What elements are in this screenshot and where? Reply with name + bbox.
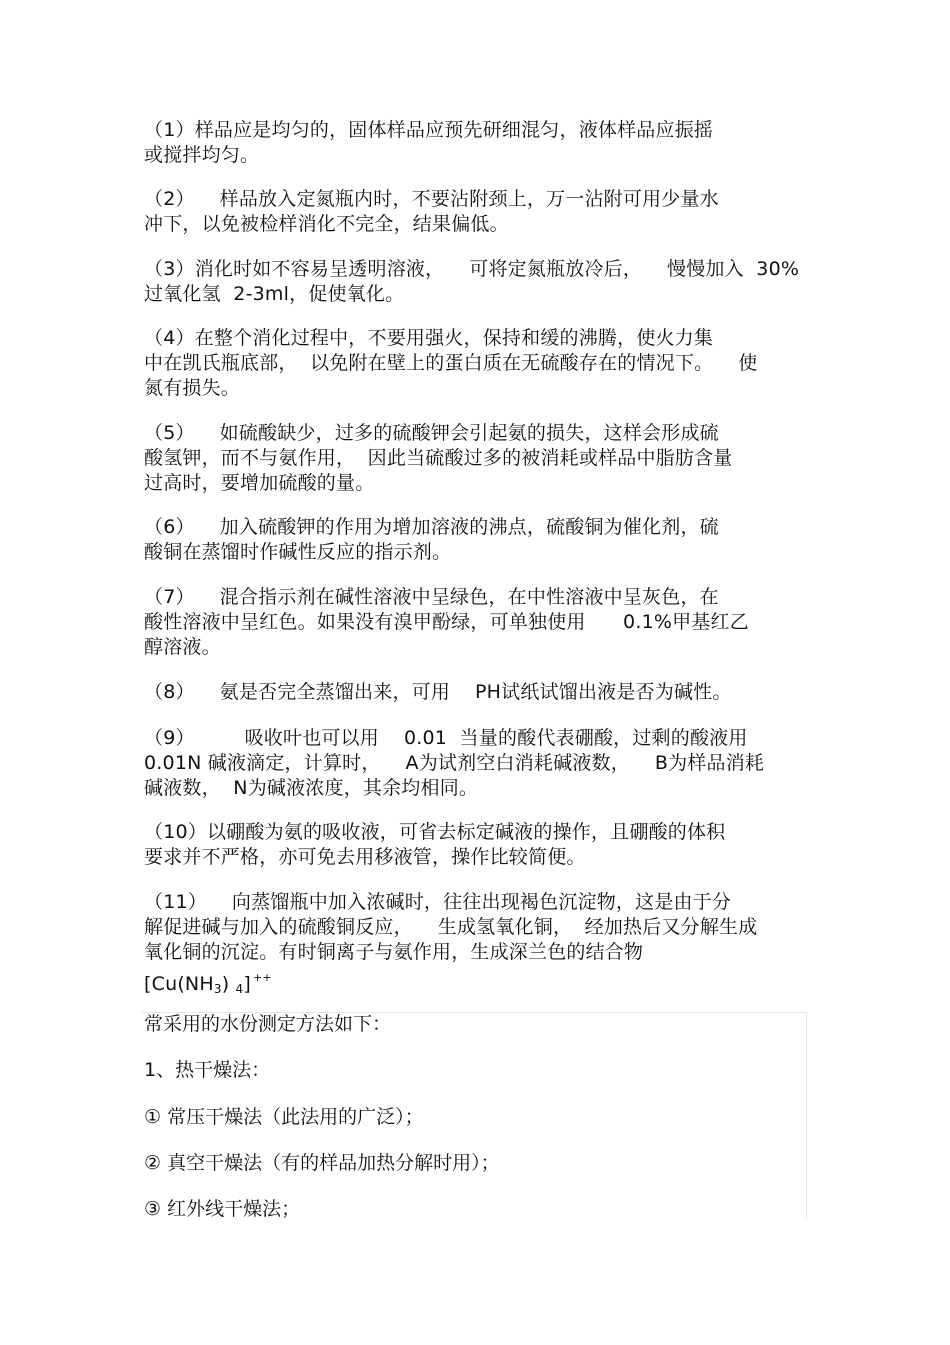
note-7 (144, 585, 824, 660)
formula-prefix: [Cu(NH (144, 973, 214, 995)
note-2-line-2: 冲下，以免被检样消化不完全，结果偏低。 (144, 213, 509, 235)
note-2-line-1: （2） 样品放入定氮瓶内时，不要沾附颈上，万一沾附可用少量水 (144, 188, 719, 210)
note-5-line-3: 过高时，要增加硫酸的量。 (144, 472, 375, 494)
copper-ammonia-formula (144, 965, 824, 1002)
note-3 (144, 257, 824, 307)
note-6 (144, 515, 824, 565)
note-3-line-1: （3）消化时如不容易呈透明溶液， 可将定氮瓶放冷后， 慢慢加入 30% (144, 258, 800, 280)
note-11-line-1: （11） 向蒸馏瓶中加入浓碱时，往往出现褐色沉淀物，这是由于分 (144, 891, 732, 913)
note-4-line-1: （4）在整个消化过程中，不要用强火，保持和缓的沸腾，使火力集 (144, 327, 714, 349)
note-11-line-2: 解促进碱与加入的硫酸铜反应， 生成氢氧化铜， 经加热后又分解生成 (144, 916, 758, 938)
note-1 (144, 118, 824, 168)
note-9 (144, 726, 824, 801)
moisture-item-2: ② 真空干燥法（有的样品加热分解时用）； (144, 1152, 500, 1174)
formula-charge: ++ (253, 971, 272, 984)
note-9-line-3: 碱液数， N为碱液浓度，其余均相同。 (144, 777, 479, 799)
moisture-item-1: ① 常压干燥法（此法用的广泛）； (144, 1106, 424, 1128)
note-7-line-2: 酸性溶液中呈红色。如果没有溴甲酚绿，可单独使用 0.1%甲基红乙 (144, 611, 749, 633)
note-7-line-1: （7） 混合指示剂在碱性溶液中呈绿色，在中性溶液中呈灰色，在 (144, 586, 719, 608)
note-1-line-2: 或搅拌均匀。 (144, 144, 260, 166)
moisture-heading: 常采用的水份测定方法如下： (144, 1013, 392, 1035)
note-10-line-1: （10）以硼酸为氨的吸收液，可省去标定碱液的操作，且硼酸的体积 (144, 821, 726, 843)
formula-mid: ) (221, 973, 236, 995)
note-2 (144, 187, 824, 237)
formula-subscript-3: 3 (213, 982, 222, 996)
note-5 (144, 421, 824, 496)
note-6-line-1: （6） 加入硫酸钾的作用为增加溶液的沸点，硫酸铜为催化剂，硫 (144, 516, 719, 538)
formula-suffix: ] (243, 973, 252, 995)
note-10-line-2: 要求并不严格，亦可免去用移液管，操作比较简便。 (144, 846, 586, 868)
note-3-line-2: 过氧化氢 2-3ml，促使氧化。 (144, 283, 405, 305)
note-9-line-2: 0.01N 碱液滴定，计算时， A为试剂空白消耗碱液数， B为样品消耗 (144, 752, 765, 774)
note-8 (144, 680, 824, 705)
note-10 (144, 820, 824, 870)
note-4-line-3: 氮有损失。 (144, 377, 241, 399)
note-5-line-2: 酸氢钾，而不与氨作用， 因此当硫酸过多的被消耗或样品中脂肪含量 (144, 447, 733, 469)
note-4 (144, 326, 824, 401)
note-9-line-1: （9） 吸收叶也可以用 0.01 当量的酸代表硼酸，过剩的酸液用 (144, 727, 748, 749)
note-11-line-3: 氧化铜的沉淀。有时铜离子与氨作用，生成深兰色的结合物 (144, 941, 644, 963)
note-5-line-1: （5） 如硫酸缺少，过多的硫酸钾会引起氨的损失，这样会形成硫 (144, 422, 719, 444)
note-4-line-2: 中在凯氏瓶底部， 以免附在壁上的蛋白质在无硫酸存在的情况下。 使 (144, 352, 758, 374)
note-7-line-3: 醇溶液。 (144, 636, 221, 658)
note-6-line-2: 酸铜在蒸馏时作碱性反应的指示剂。 (144, 541, 452, 563)
note-1-line-1: （1）样品应是均匀的，固体样品应预先研细混匀，液体样品应振摇 (144, 119, 714, 141)
note-8-line-1: （8） 氨是否完全蒸馏出来，可用 PH试纸试馏出液是否为碱性。 (144, 681, 732, 703)
formula-subscript-4: 4 (235, 982, 244, 996)
note-11 (144, 890, 824, 1002)
moisture-method-1: 1、热干燥法： (144, 1059, 271, 1081)
moisture-item-3: ③ 红外线干燥法； (144, 1198, 301, 1220)
